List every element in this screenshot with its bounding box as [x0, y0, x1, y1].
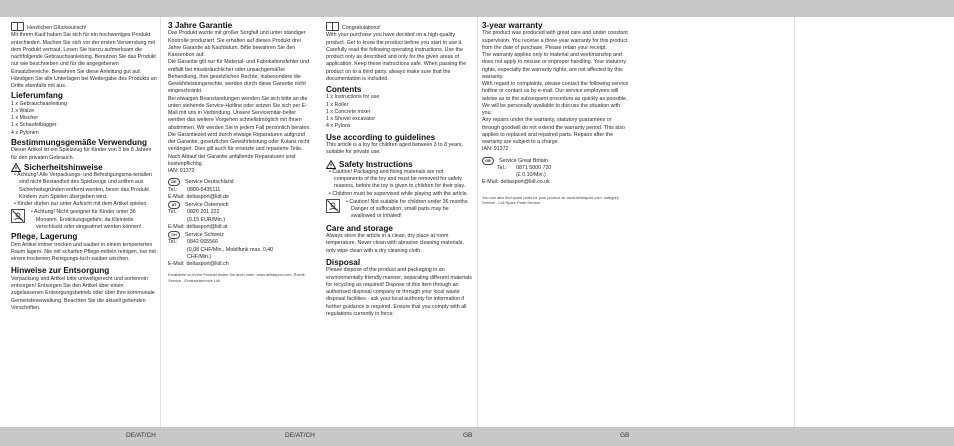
service-name: Service Deutschland	[185, 179, 234, 186]
list-item: 1 x Schaufelbagger	[11, 122, 57, 129]
list-item: 1 x Concrete mixer	[326, 108, 371, 115]
tel-label: Tel.:	[168, 186, 178, 193]
warranty-paragraph: Bei etwaigen Beanstandungen wenden Sie sich bitte an die unten stehende Service-Hotline oder setzen Sie sich per E-Mail mit uns in Verbindung. Unsere Servicemitar-beiter werden das weitere Vorgehen schnellstmöglich mit Ihnen abstimmen. Wir werden Sie in jedem Fall persönlich beraten. Die Garantiezeit wird durch etwaige Reparaturen aufgrund der Garantie, gesetzlicher Gewährleistung oder Kulanz nicht verlängert. Dies gilt auch für ersetzte und reparierte Teile. Nach Ablauf der Garantie anfallende Reparaturen sind kostenpflichtig.	[168, 95, 311, 167]
care-text: Always store the article in a clean, dry place at room temperature. Never clean with abrasive cleaning materials, only wipe clean with a dry cleaning cloth.	[326, 233, 464, 254]
service-name: Service Great Britain	[499, 157, 548, 164]
warranty-paragraph: With regard to complaints, please contact the following service hotline or contact us by e-mail. Our service employees will advise as to the subsequent procedure as quickly as possible. We will be personally available to discuss the situation with you.	[482, 81, 629, 117]
scope-list	[11, 101, 157, 137]
greeting: Herzlichen Glückwunsch!	[27, 25, 87, 31]
service-name: Service Schweiz	[185, 232, 224, 239]
list-item: 1 x Shovel excavator	[326, 116, 376, 123]
country-badge: GB	[482, 157, 494, 165]
intro-text: With your purchase you have decided on a high-quality product. Get to know the product before you start to use it. Carefully read the following operating instructions. Use the product only as described and only for the given areas of application. Keep these instructions safe. When passing the product on to a third party, always make sure that the documentation is included.	[326, 32, 467, 82]
tel-label: Tel.:	[168, 239, 178, 246]
list-item: 1 x Instructions for use	[326, 94, 380, 101]
mail-label: E-Mail:	[482, 179, 499, 186]
greeting-line	[11, 22, 157, 32]
service-email: deltasport@lidl.ch	[186, 261, 229, 268]
service-phone: 0871 5000 720	[516, 164, 552, 171]
young-warning: • Achtung! Nicht geeignet für Kinder unter 36 Monaten. Erstickungsgefahr, da Kleinteile verschluckt oder eingeatmet werden können!	[31, 209, 142, 230]
country-badge: DE	[168, 178, 180, 186]
service-block-ch	[168, 231, 314, 268]
scope-heading: Lieferumfang	[11, 91, 63, 101]
greeting-line	[326, 22, 472, 32]
page-4-column	[482, 22, 629, 205]
warranty-heading: 3-year warranty	[482, 21, 543, 30]
care-heading: Care and storage	[326, 223, 393, 233]
service-block-de	[168, 178, 314, 201]
use-text: Dieser Artikel ist ein Spielzeug für Kinder von 3 bis 8 Jahren für den privaten Gebrauch.	[11, 147, 152, 161]
country-badge: AT	[168, 201, 180, 209]
top-bar	[0, 0, 954, 17]
ian-number: IAN: 91372	[482, 146, 509, 153]
young-warning-row	[11, 209, 157, 231]
warranty-paragraph: Any repairs under the warranty, statutory guarantees or through goodwill do not extend the warranty period. This also applies to replaced and repaired parts. Repairs after the warranty are subject to a charge.	[482, 117, 626, 146]
disposal-text: Verpackung und Artikel bitte umweltgerecht und sortenrein entsorgen! Entsorgen Sie den Artikel über einen zugelassenen Entsorgungsbetrieb oder über Ihre kommunale Gemeindeverwaltung. Beachten Sie die aktuell geltenden Vorschriften.	[11, 275, 155, 311]
safety-heading: Sicherheitshinweise	[24, 162, 103, 172]
footer-page-label: GB	[620, 432, 630, 439]
service-block-at	[168, 201, 314, 231]
disposal-heading: Hinweise zur Entsorgung	[11, 266, 110, 276]
warranty-paragraph: Das Produkt wurde mit großer Sorgfalt und unter ständiger Kontrolle produziert. Sie erhalten auf dieses Produkt drei Jahre Garantie ab Kaufdatum. Bitte bewahren Sie den Kassenbon auf.	[168, 30, 306, 59]
list-item: • Caution! Packaging and fixing materials are not components of the toy and must be removed for safety reasons, before the toy is given to children for their play.	[329, 168, 466, 190]
tel-label: Tel.:	[497, 164, 507, 171]
warranty-paragraph: Die Garantie gilt nur für Material- und Fabrikationsfehler und entfällt bei missbräuchlicher oder unsachgemäßer Behandlung. Ihre gesetzlichen Rechte, insbesondere die Gewährleistungsrechte, werden durch diese Garantie nicht eingeschränkt.	[168, 59, 310, 95]
country-badge: CH	[168, 231, 180, 239]
spare-parts-note: You can also find spare parts for your product at: www.deltasport.com, category Service - Lidl Spare Parts Service	[482, 194, 619, 205]
use-text: This article is a toy for children aged between 3 to 8 years, suitable for private use.	[326, 142, 463, 156]
young-warning: • Caution! Not suitable for children under 36 months. Danger of suffocation; small parts may be swallowed or inhaled!	[346, 198, 469, 220]
service-rate: (0,15 EUR/Min.)	[187, 216, 225, 223]
safety-item-text: Achtung! Alle Verpackungs- und Befestigungsma-terialien sind nicht Bestandteil des Spielzeugs und sollten aus Sicherheitsgründen entfernt werden, bevor das Produkt Kindern zum Spielen übergeben wird.	[17, 172, 152, 200]
footer-page-label: GB	[463, 432, 473, 439]
safety-item-text: Children must be supervised while playing with the article.	[332, 190, 469, 197]
warranty-paragraph: The product was produced with great care and under constant supervision. You receive a three-year warranty for this product from the date of purchase. Please retain your receipt.	[482, 30, 628, 51]
service-name: Service Österreich	[185, 202, 229, 209]
spare-parts-note: Ersatzteile zu ihrem Produkt finden Sie auch unter: www.deltasport.com, Rubrik Service - Ersatzteilservice Lidl	[168, 272, 305, 283]
care-heading: Pflege, Lagerung	[11, 232, 78, 242]
list-item: 4 x Pylons	[326, 123, 351, 130]
list-item: • Achtung! Alle Verpackungs- und Befestigungsma-terialien sind nicht Bestandteil des Spielzeugs und sollten aus Sicherheitsgründen entfernt werden, bevor das Produkt Kindern zum Spielen übergeben wird.	[14, 172, 152, 200]
page-1-column	[11, 22, 157, 312]
safety-list	[326, 169, 472, 198]
instruction-book-icon	[11, 22, 24, 31]
not-for-under-3-icon	[326, 199, 340, 213]
page-3-column	[326, 22, 472, 318]
safety-heading: Safety Instructions	[339, 159, 413, 169]
ian-number: IAN: 91372	[168, 168, 195, 175]
use-heading: Bestimmungsgemäße Verwendung	[11, 137, 148, 147]
warranty-paragraph: The warranty applies only to material and workmanship and does not apply to misuse or improper handling. Your statutory rights, especially the warranty rights, are not affected by this warranty.	[482, 52, 626, 80]
use-heading: Use according to guidelines	[326, 132, 436, 142]
page-divider	[794, 17, 795, 427]
service-phone: 0842 665566	[187, 239, 218, 246]
service-rate: (0,08 CHF/Min., Mobilfunk max. 0,40 CHF/Min.)	[187, 246, 274, 260]
care-text: Den Artikel immer trocken und sauber in einem temperierten Raum lagern. Nie mit scharfen Pflege-mitteln reinigen, nur mit einem trockenen Reinigungs-tuch sauber wischen.	[11, 241, 156, 263]
contents-heading: Contents	[326, 85, 362, 94]
footer-page-label: DE/AT/CH	[126, 432, 156, 439]
greeting: Congratulations!	[342, 25, 381, 31]
service-phone: 0800-5435111	[187, 186, 221, 193]
disposal-text: Please dispose of the product and packaging in an environmentally friendly manner, separating different materials for recycling as required! Dispose of this item through an authorised disposal company or through your local waste disposal facilities - ask your local authority for information if further guidance is required. Ensure that you comply with all regulations currently in force.	[326, 267, 472, 317]
safety-heading-row	[11, 163, 157, 172]
mail-label: E-Mail:	[168, 261, 185, 268]
list-item: 1 x Walze	[11, 107, 35, 114]
warning-triangle-icon	[11, 163, 21, 172]
safety-item-text: Kinder dürfen nur unter Aufsicht mit dem Artikel spielen.	[17, 201, 148, 208]
list-item: 1 x Gebrauchsanleitung	[11, 100, 67, 107]
list-item: 4 x Pylonen	[11, 129, 39, 136]
tel-label: Tel.:	[168, 209, 178, 216]
warranty-heading: 3 Jahre Garantie	[168, 21, 233, 30]
page-divider	[477, 17, 478, 427]
page-divider	[160, 17, 161, 427]
intro-text: Mit Ihrem Kauf haben Sie sich für ein hochwertiges Produkt entschieden. Machen Sie sich vor der ersten Verwendung mit dem Produkt vertraut. Lesen Sie hierzu aufmerksam die nachfolgende Gebrauchsanleitung. Benutzen Sie das Produkt nur wie beschrieben und für die angegebenen Einsatzbereiche. Bewahren Sie diese Anleitung gut auf. Händigen Sie alle Unterlagen bei Weitergabe des Produkts an Dritte ebenfalls mit aus.	[11, 32, 157, 89]
contents-list	[326, 94, 472, 130]
safety-item-text: Caution! Packaging and fixing materials are not components of the toy and must be removed for safety reasons, before the toy is given to children for their play.	[332, 168, 466, 190]
footer-page-label: DE/AT/CH	[285, 432, 315, 439]
young-warning-text: Caution! Not suitable for children under 36 months. Danger of suffocation; small parts may be swallowed or inhaled!	[349, 198, 469, 220]
service-email: deltasport@lidl.de	[186, 193, 229, 200]
service-block-gb	[482, 157, 629, 187]
list-item: • Children must be supervised while playing with the article.	[329, 190, 469, 197]
young-warning-row	[326, 199, 472, 221]
page-2-column	[168, 22, 314, 283]
instruction-book-icon	[326, 22, 339, 31]
list-item: 1 x Roller	[326, 101, 349, 108]
service-phone: 0820 201 222	[187, 209, 220, 216]
list-item: 1 x Mischer	[11, 115, 39, 122]
disposal-heading: Disposal	[326, 257, 361, 267]
service-email: deltasport@lidl.at	[186, 223, 228, 230]
mail-label: E-Mail:	[168, 223, 185, 230]
list-item: • Kinder dürfen nur unter Aufsicht mit dem Artikel spielen.	[14, 201, 148, 208]
safety-list	[11, 172, 157, 208]
warning-triangle-icon	[326, 160, 336, 169]
safety-heading-row	[326, 160, 472, 169]
service-rate: (£ 0.10/Min.)	[516, 172, 546, 179]
service-email: deltasport@lidl.co.uk	[500, 179, 550, 186]
not-for-under-3-icon	[11, 209, 25, 223]
mail-label: E-Mail:	[168, 193, 185, 200]
young-warning-text: Achtung! Nicht geeignet für Kinder unter 36 Monaten. Erstickungsgefahr, da Kleinteile verschluckt oder eingeatmet werden können!	[34, 209, 142, 230]
